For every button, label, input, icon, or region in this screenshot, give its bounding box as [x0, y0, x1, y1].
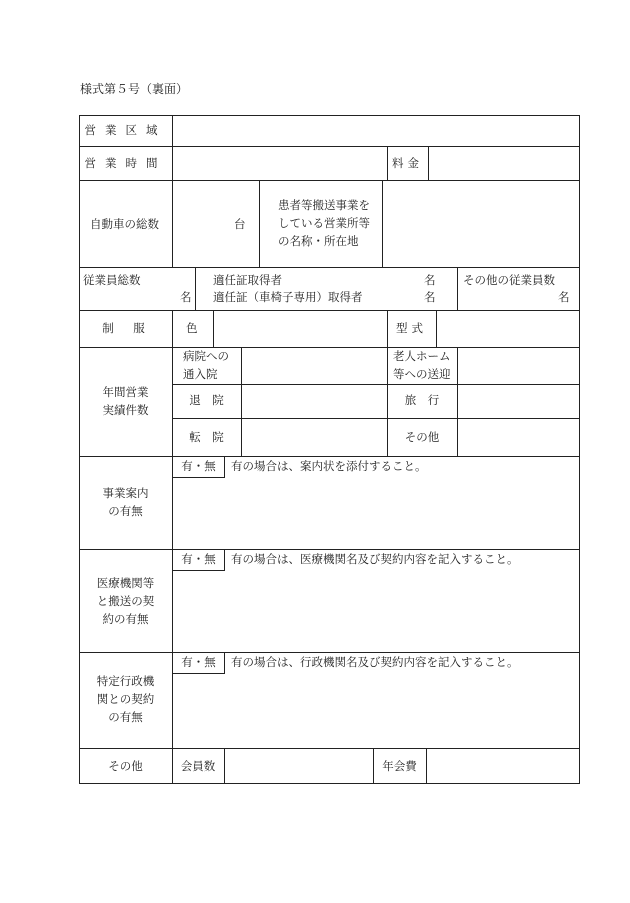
staff-unit: 名 [180, 290, 192, 304]
cert-holder-label: 適任証取得者 [213, 273, 282, 287]
member-fee-label: 会員数 [180, 759, 216, 773]
other-staff-label: その他の従業員数 [463, 273, 555, 287]
other-staff-unit: 名 [558, 290, 570, 304]
nursing-home-line-1: 老人ホーム [393, 349, 451, 363]
cert-wheelchair-label: 適任証（車椅子専用）取得者 [213, 290, 363, 304]
guide-line-1: 事業案内 [102, 486, 149, 500]
service-area-label: 営業区域 [84, 123, 167, 137]
discharge-label: 退 院 [189, 393, 224, 407]
transfer-label: 転 院 [189, 430, 224, 444]
travel-label: 旅 行 [404, 393, 440, 407]
color-label: 色 [186, 321, 198, 335]
medical-line-1: 医療機関等 [96, 576, 155, 590]
annual-line-2: 実績件数 [102, 403, 149, 417]
annual-line-1: 年間営業 [102, 385, 149, 399]
guide-line-2: の有無 [108, 504, 143, 518]
nursing-home-line-2: 等への送迎 [393, 367, 451, 381]
guide-yes-no[interactable]: 有・無 [181, 459, 216, 473]
other-label: その他 [404, 430, 440, 444]
hospital-visit-line-1: 病院への [183, 349, 229, 363]
admin-line-2: 関との契約 [96, 692, 155, 706]
guide-note: 有の場合は、案内状を添付すること。 [231, 459, 427, 473]
business-hours-label: 営業時間 [84, 156, 167, 170]
other-office-line-3: の名称・所在地 [278, 234, 359, 248]
form-title: 様式第５号（裏面） [80, 82, 189, 96]
admin-line-3: の有無 [108, 710, 143, 724]
fee-label: 料金 [392, 156, 423, 170]
cert-holder-unit: 名 [424, 273, 436, 287]
medical-yes-no[interactable]: 有・無 [181, 552, 216, 566]
admin-yes-no[interactable]: 有・無 [181, 655, 216, 669]
vehicle-total-label: 自動車の総数 [90, 217, 159, 231]
medical-line-2: と搬送の契 [96, 594, 155, 608]
staff-total-label: 従業員総数 [83, 273, 141, 287]
admin-line-1: 特定行政機 [96, 674, 155, 688]
medical-line-3: 約の有無 [102, 612, 149, 626]
misc-label: その他 [108, 759, 143, 773]
uniform-label: 制 服 [102, 321, 149, 335]
annual-fee-label: 年会費 [382, 759, 417, 773]
model-label: 型式 [396, 321, 427, 335]
admin-note: 有の場合は、行政機関名及び契約内容を記入すること。 [231, 655, 519, 669]
other-office-line-2: している営業所等 [278, 216, 370, 230]
cert-wheelchair-unit: 名 [424, 290, 436, 304]
other-office-line-1: 患者等搬送事業を [278, 198, 370, 212]
hospital-visit-line-2: 通入院 [183, 367, 218, 381]
vehicle-unit: 台 [234, 217, 246, 231]
medical-note: 有の場合は、医療機関名及び契約内容を記入すること。 [231, 552, 519, 566]
